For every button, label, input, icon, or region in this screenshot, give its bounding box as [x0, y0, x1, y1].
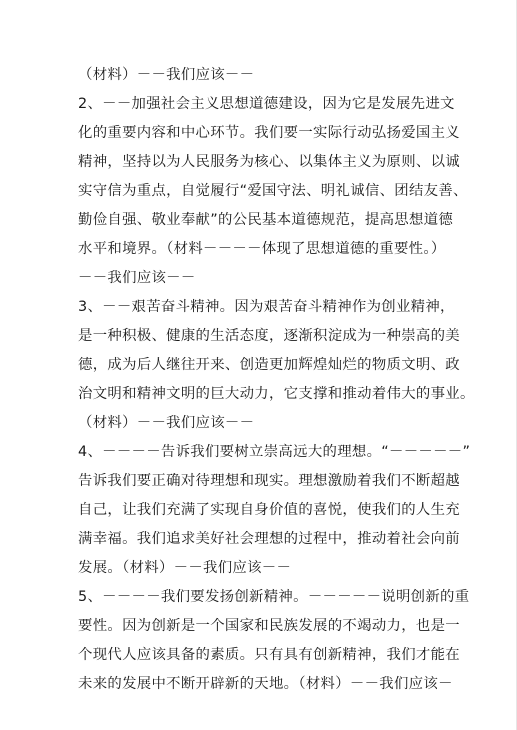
text-line-15: 告诉我们要正确对待理想和现实。理想激励着我们不断超越 [78, 473, 460, 489]
text-line-21: 个现代人应该具备的素质。只有具有创新精神，我们才能在 [78, 647, 460, 663]
text-line-11: 德，成为后人继往开来、创造更加辉煌灿烂的物质文明、政 [78, 357, 460, 373]
text-line-16: 自己，让我们充满了实现自身价值的喜悦，使我们的人生充 [78, 502, 460, 518]
text-line-5: 实守信为重点，自觉履行“爱国守法、明礼诚信、团结友善、 [78, 183, 468, 199]
text-line-19: 5、－－－－我们要发扬创新精神。－－－－－说明创新的重 [78, 589, 470, 605]
text-line-4: 精神，坚持以为人民服务为核心、以集体主义为原则、以诚 [78, 154, 460, 170]
text-line-17: 满幸福。我们追求美好社会理想的过程中，推动着社会向前 [78, 531, 460, 547]
text-line-9: 3、－－艰苦奋斗精神。因为艰苦奋斗精神作为创业精神， [78, 299, 455, 315]
text-line-10: 是一种积极、健康的生活态度，逐渐积淀成为一种崇高的美 [78, 328, 460, 344]
text-line-3: 化的重要内容和中心环节。我们要一实际行动弘扬爱国主义 [78, 125, 460, 141]
text-line-2: 2、－－加强社会主义思想道德建设，因为它是发展先进文 [78, 96, 455, 112]
text-line-8: －－我们应该－－ [78, 270, 196, 286]
text-line-1: （材料）－－我们应该－－ [78, 67, 255, 83]
text-line-13: （材料）－－我们应该－－ [78, 415, 255, 431]
text-line-12: 治文明和精神文明的巨大动力，它支撑和推动着伟大的事业。 [78, 386, 475, 402]
text-line-18: 发展。（材料）－－我们应该－－ [78, 560, 292, 576]
text-line-7: 水平和境界。（材料－－－－体现了思想道德的重要性。） [78, 241, 446, 257]
text-line-14: 4、－－－－告诉我们要树立崇高远大的理想。“－－－－－” [78, 444, 471, 460]
text-line-6: 勤俭自强、敬业奉献”的公民基本道德规范，提高思想道德 [78, 212, 454, 228]
text-line-20: 要性。因为创新是一个国家和民族发展的不竭动力，也是一 [78, 618, 460, 634]
text-line-22: 未来的发展中不断开辟新的天地。（材料）－－我们应该－ [78, 676, 453, 692]
